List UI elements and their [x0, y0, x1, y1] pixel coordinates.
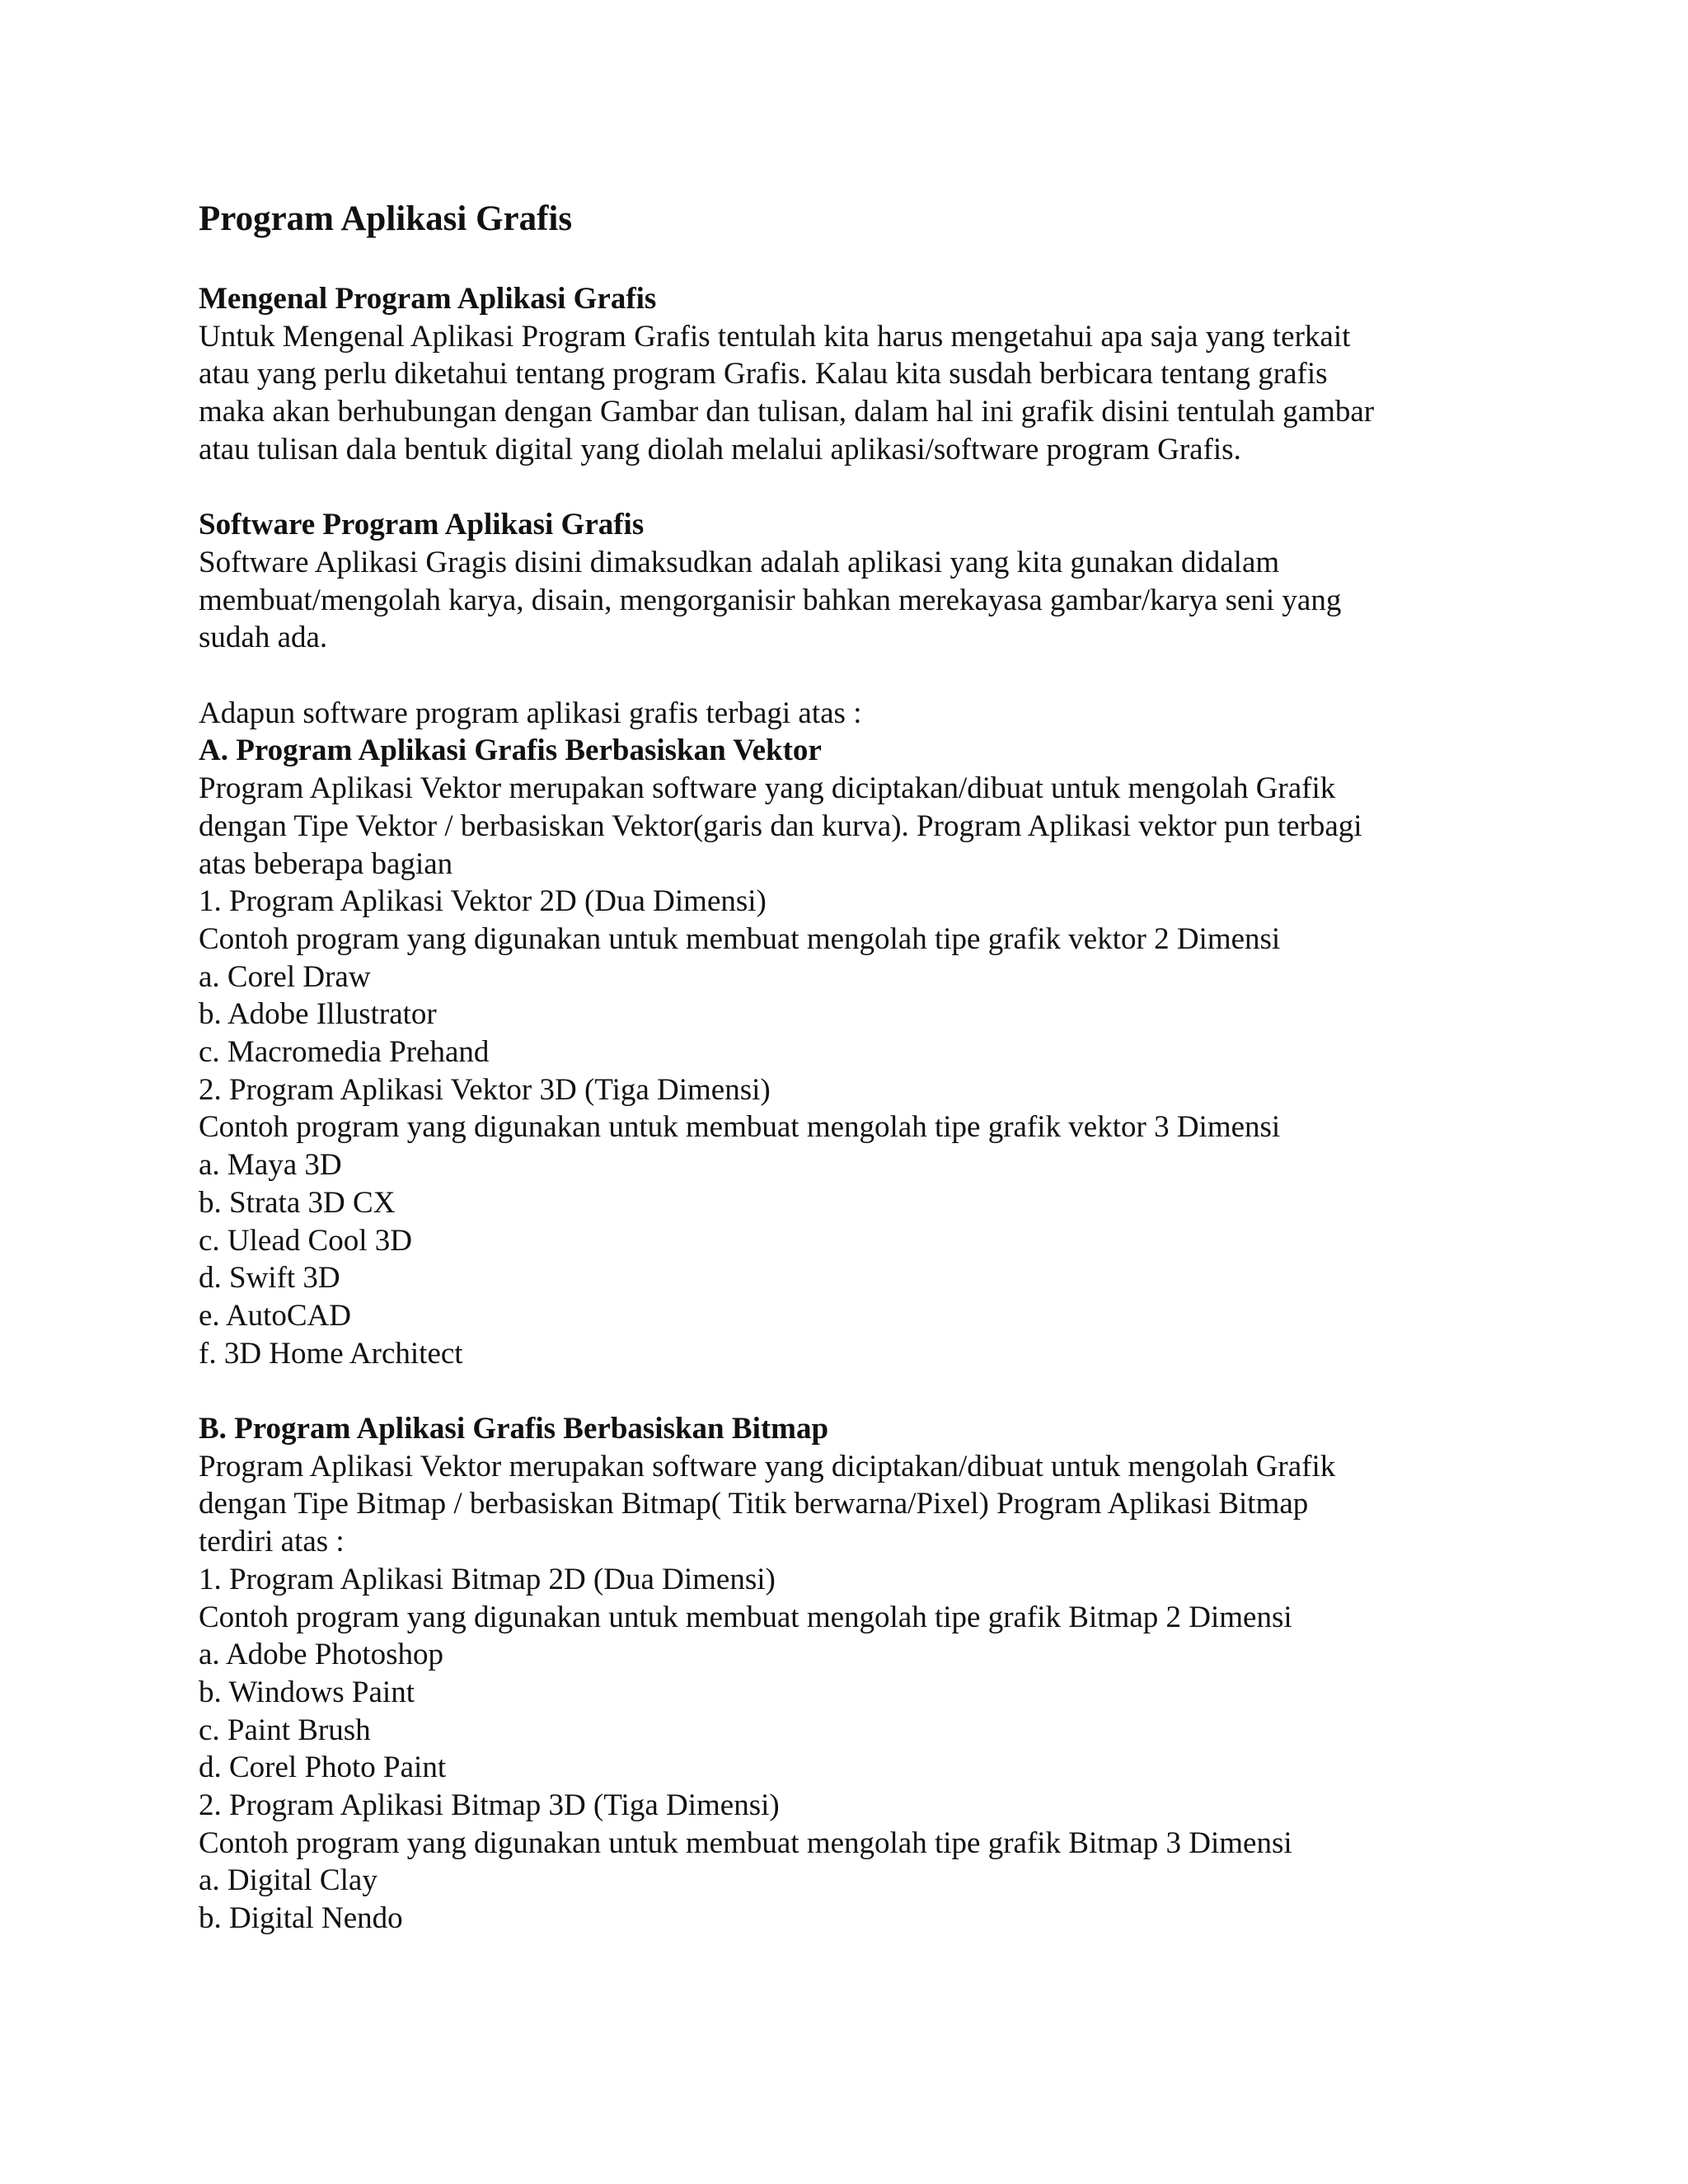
- section-heading-vektor: A. Program Aplikasi Grafis Berbasiskan Vektor: [199, 733, 822, 768]
- list-item: b. Adobe Illustrator: [199, 997, 437, 1032]
- text-line: dengan Tipe Bitmap / berbasiskan Bitmap( Titik berwarna/Pixel) Program Aplikasi Bitmap: [199, 1487, 1309, 1521]
- subsection-heading: 1. Program Aplikasi Vektor 2D (Dua Dimensi): [199, 884, 767, 919]
- list-item: e. AutoCAD: [199, 1298, 351, 1333]
- text-line: atas beberapa bagian: [199, 846, 453, 881]
- subsection-desc: Contoh program yang digunakan untuk membuat mengolah tipe grafik Bitmap 3 Dimensi: [199, 1825, 1292, 1860]
- text-line: maka akan berhubungan dengan Gambar dan tulisan, dalam hal ini grafik disini tentulah gambar: [199, 395, 1375, 429]
- subsection-heading: 2. Program Aplikasi Bitmap 3D (Tiga Dimensi): [199, 1788, 780, 1823]
- list-item: c. Macromedia Prehand: [199, 1035, 490, 1070]
- section-heading-mengenal: Mengenal Program Aplikasi Grafis: [199, 282, 657, 316]
- list-item: d. Swift 3D: [199, 1261, 340, 1296]
- text-line: sudah ada.: [199, 621, 328, 655]
- subsection-desc: Contoh program yang digunakan untuk membuat mengolah tipe grafik vektor 3 Dimensi: [199, 1110, 1281, 1145]
- list-item: c. Ulead Cool 3D: [199, 1223, 412, 1258]
- text-line: terdiri atas :: [199, 1525, 345, 1559]
- intro-text: Adapun software program aplikasi grafis terbagi atas :: [199, 696, 862, 730]
- list-item: a. Corel Draw: [199, 959, 371, 994]
- subsection-desc: Contoh program yang digunakan untuk membuat mengolah tipe grafik Bitmap 2 Dimensi: [199, 1600, 1292, 1634]
- section-heading-bitmap: B. Program Aplikasi Grafis Berbasiskan Bitmap: [199, 1412, 829, 1446]
- paragraph-gap: [199, 657, 1484, 695]
- paragraph-vektor: [199, 770, 1484, 883]
- list-item: a. Digital Clay: [199, 1863, 377, 1898]
- page-title: Program Aplikasi Grafis: [199, 199, 573, 238]
- subsection-heading: 1. Program Aplikasi Bitmap 2D (Dua Dimensi): [199, 1562, 776, 1596]
- paragraph-mengenal: [199, 318, 1484, 469]
- list-item: a. Adobe Photoshop: [199, 1638, 444, 1672]
- list-item: d. Corel Photo Paint: [199, 1750, 447, 1785]
- list-item: a. Maya 3D: [199, 1148, 342, 1183]
- paragraph-bitmap: [199, 1448, 1484, 1561]
- list-item: b. Windows Paint: [199, 1675, 415, 1709]
- text-line: Untuk Mengenal Aplikasi Program Grafis tentulah kita harus mengetahui apa saja yang terkait: [199, 319, 1351, 354]
- paragraph-software: [199, 544, 1484, 657]
- list-item: b. Strata 3D CX: [199, 1185, 396, 1220]
- list-item: c. Paint Brush: [199, 1713, 371, 1747]
- text-line: atau yang perlu diketahui tentang program Grafis. Kalau kita susdah berbicara tentang grafis: [199, 357, 1328, 391]
- text-line: atau tulisan dala bentuk digital yang diolah melalui aplikasi/software program Grafis.: [199, 432, 1241, 466]
- paragraph-gap: [199, 1372, 1484, 1410]
- subsection-desc: Contoh program yang digunakan untuk membuat mengolah tipe grafik vektor 2 Dimensi: [199, 921, 1281, 956]
- section-heading-software: Software Program Aplikasi Grafis: [199, 508, 645, 542]
- document-body: [199, 198, 1484, 1938]
- list-item: b. Digital Nendo: [199, 1901, 403, 1936]
- text-line: membuat/mengolah karya, disain, mengorganisir bahkan merekayasa gambar/karya seni yang: [199, 583, 1342, 617]
- text-line: Program Aplikasi Vektor merupakan software yang diciptakan/dibuat untuk mengolah Grafik: [199, 771, 1336, 806]
- text-line: Program Aplikasi Vektor merupakan software yang diciptakan/dibuat untuk mengolah Grafik: [199, 1449, 1336, 1483]
- list-item: f. 3D Home Architect: [199, 1336, 463, 1371]
- text-line: Software Aplikasi Gragis disini dimaksudkan adalah aplikasi yang kita gunakan didalam: [199, 545, 1280, 579]
- subsection-heading: 2. Program Aplikasi Vektor 3D (Tiga Dimensi): [199, 1072, 771, 1107]
- paragraph-gap: [199, 469, 1484, 507]
- text-line: dengan Tipe Vektor / berbasiskan Vektor(garis dan kurva). Program Aplikasi vektor pun terbagi: [199, 808, 1362, 843]
